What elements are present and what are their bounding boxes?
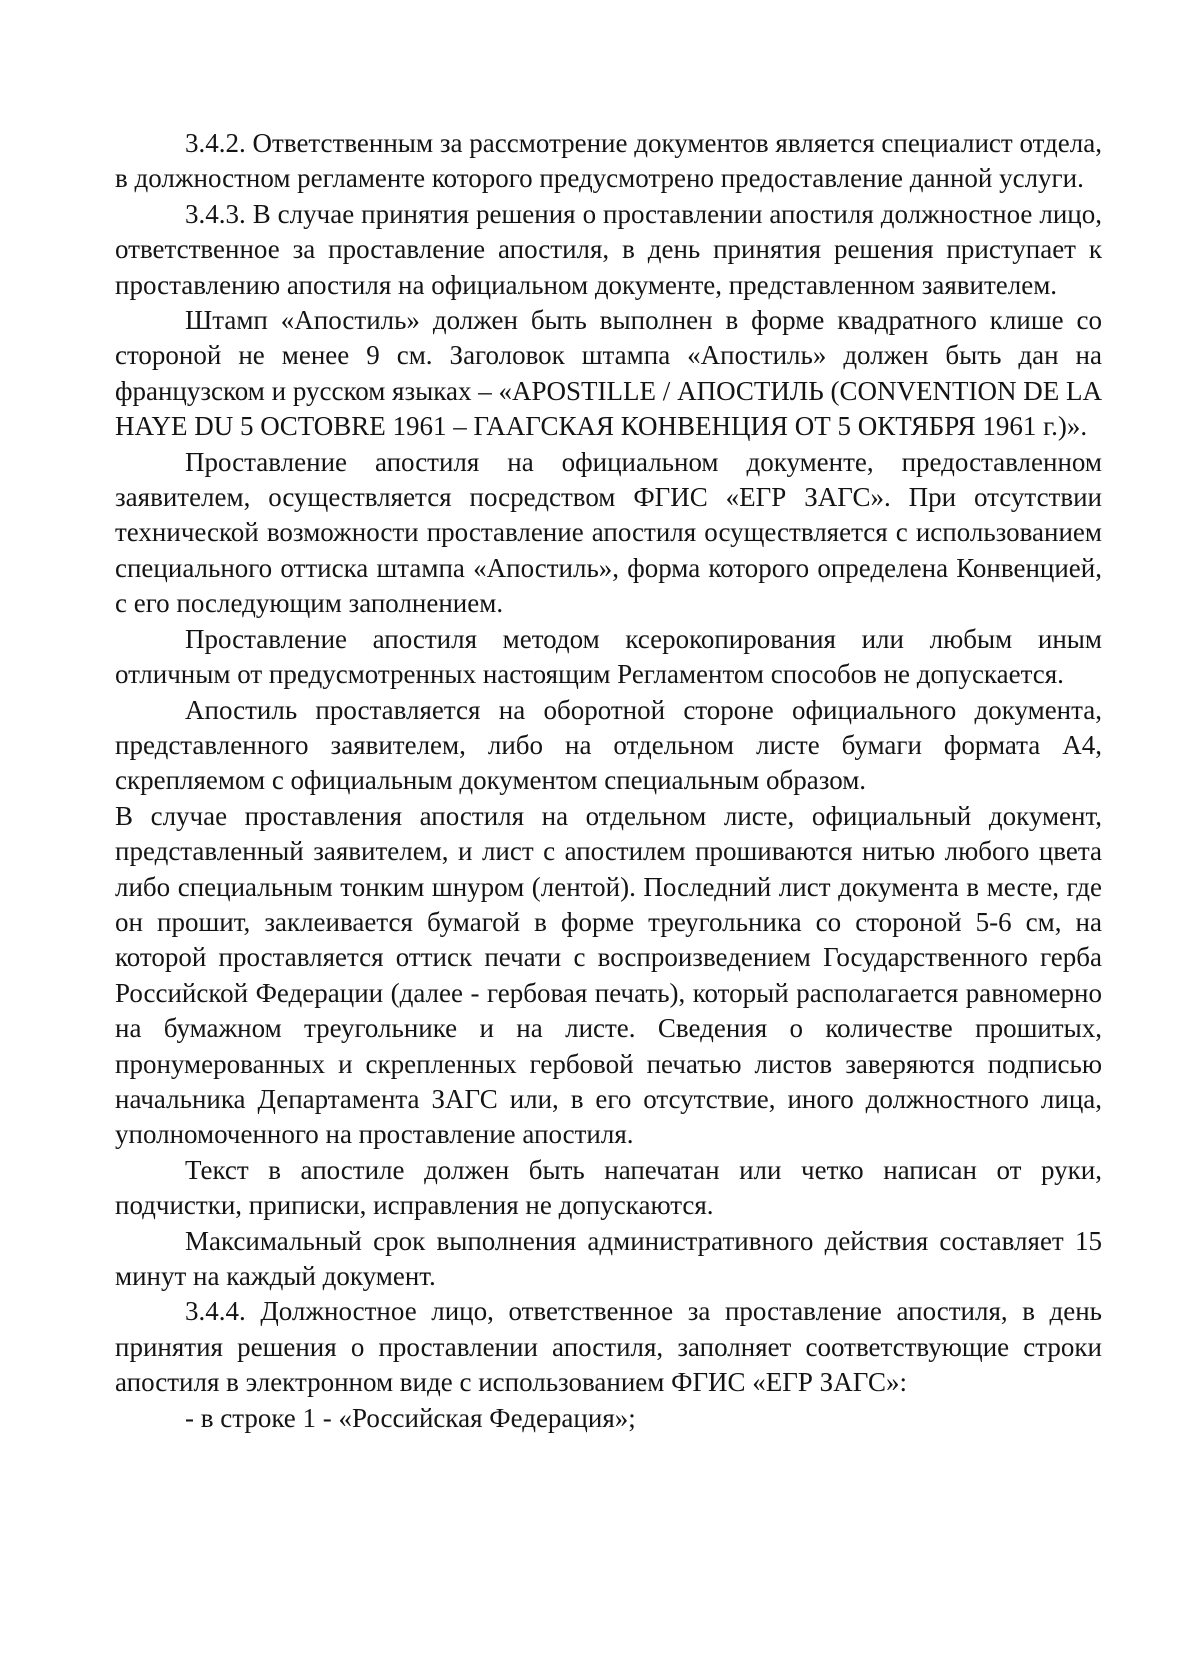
paragraph-3-4-2: 3.4.2. Ответственным за рассмотрение документов является специалист отдела, в должностном регламенте которого предусмотрено предоставление данной услуги. <box>115 128 1102 194</box>
paragraph-text-requirements: Текст в апостиле должен быть напечатан или четко написан от руки, подчистки, приписки, исправления не допускаются. <box>115 1154 1102 1221</box>
paragraph-xerocopy: Проставление апостиля методом ксерокопирования или любым иным отличным от предусмотренных настоящим Регламентом способов не допускается. <box>115 623 1102 690</box>
paragraph-reverse-side: Апостиль проставляется на оборотной стороне официального документа, представленного заявителем, либо на отдельном листе бумаги формата А4, скрепляемом с официальным документом специальным образом. <box>115 694 1102 796</box>
list-item-line-1: - в строке 1 - «Российская Федерация»; <box>185 1402 636 1433</box>
paragraph-3-4-3: 3.4.3. В случае принятия решения о проставлении апостиля должностное лицо, ответственное за проставление апостиля, в день принятия решения приступает к проставлению апостиля на официальном документе, представленном заявителем. <box>115 198 1102 300</box>
paragraph-separate-sheet: В случае проставления апостиля на отдельном листе, официальный документ, представленный заявителем, и лист с апостилем прошиваются нитью любого цвета либо специальным тонким шнуром (лентой). Последний лист документа в месте, где он прошит, заклеивается бумагой в форме треугольника со стороной 5-6 см, на которой проставляется оттиск печати с воспроизведением Государственного герба Российской Федерации (далее - гербовая печать), который располагается равномерно на бумажном треугольнике и на листе. Сведения о количестве прошитых, пронумерованных и скрепленных гербовой печатью листов заверяются подписью начальника Департамента ЗАГС или, в его отсутствие, иного должностного лица, уполномоченного на проставление апостиля. <box>115 800 1102 1150</box>
paragraph-max-time: Максимальный срок выполнения административного действия составляет 15 минут на каждый документ. <box>115 1225 1102 1291</box>
document-page <box>115 126 1102 1436</box>
paragraph-stamp-format: Штамп «Апостиль» должен быть выполнен в форме квадратного клише со стороной не менее 9 см. Заголовок штампа «Апостиль» должен быть дан на французском и русском языках – «APOSTILLE / АПОСТИЛЬ (CONVENTION DE LA HAYE DU 5 OCTOBRE 1961 – ГААГСКАЯ КОНВЕНЦИЯ ОТ 5 ОКТЯБРЯ 1961 г.)». <box>115 305 1102 442</box>
paragraph-3-4-4: 3.4.4. Должностное лицо, ответственное за проставление апостиля, в день принятия решения о проставлении апостиля, заполняет соответствующие строки апостиля в электронном виде с использованием ФГИС «ЕГР ЗАГС»: <box>115 1296 1102 1398</box>
paragraph-egr-zags: Проставление апостиля на официальном документе, предоставленном заявителем, осуществляется посредством ФГИС «ЕГР ЗАГС». При отсутствии технической возможности проставление апостиля осуществляется с использованием специального оттиска штампа «Апостиль», форма которого определена Конвенцией, с его последующим заполнением. <box>115 446 1102 619</box>
